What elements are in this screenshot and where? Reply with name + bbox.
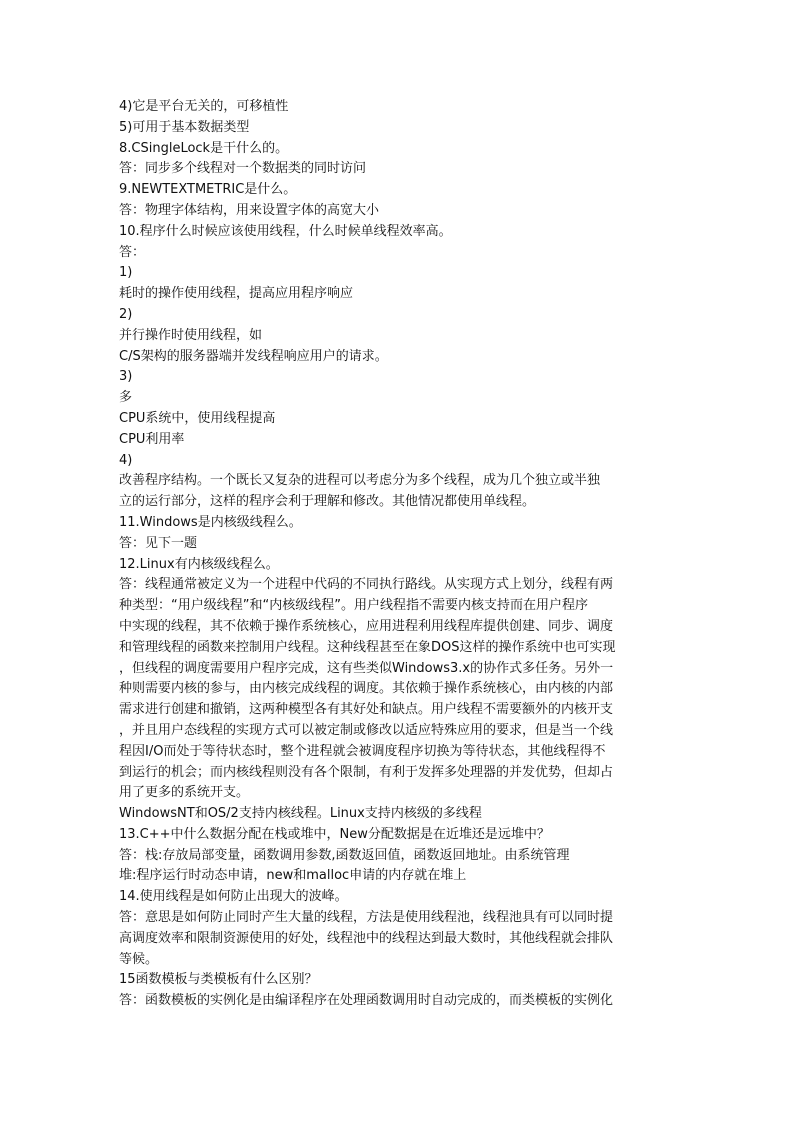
text-line: 种类型：“用户级线程”和“内核级线程”。用户线程指不需要内核支持而在用户程序 <box>119 598 588 614</box>
text-line: C/S架构的服务器端并发线程响应用户的请求。 <box>119 348 388 364</box>
text-line: 种则需要内核的参与，由内核完成线程的调度。其依赖于操作系统核心，由内核的内部 <box>119 681 614 697</box>
text-line: 4) <box>119 452 133 468</box>
text-line: 8.CSingleLock是干什么的。 <box>119 140 289 156</box>
text-line: 等候。 <box>119 951 159 967</box>
text-line: ，但线程的调度需要用户程序完成，这有些类似Windows3.x的协作式多任务。另外一 <box>119 660 614 676</box>
text-line: 耗时的操作使用线程，提高应用程序响应 <box>119 286 354 302</box>
text-line: CPU利用率 <box>119 431 185 447</box>
text-line: CPU系统中，使用线程提高 <box>119 410 276 426</box>
text-line: 5)可用于基本数据类型 <box>119 119 250 135</box>
text-line: 答：栈:存放局部变量，函数调用参数,函数返回值，函数返回地址。由系统管理 <box>119 847 570 863</box>
text-line: 并行操作时使用线程，如 <box>119 327 263 343</box>
text-line: 答：意思是如何防止同时产生大量的线程，方法是使用线程池，线程池具有可以同时提 <box>119 910 614 926</box>
text-line: 11.Windows是内核级线程么。 <box>119 514 302 530</box>
text-line: 需求进行创建和撤销，这两种模型各有其好处和缺点。用户线程不需要额外的内核开支 <box>119 702 614 718</box>
text-line: 15函数模板与类模板有什么区别？ <box>119 972 318 988</box>
text-line: 答：见下一题 <box>119 535 198 551</box>
text-line: WindowsNT和OS/2支持内核线程。Linux支持内核级的多线程 <box>119 806 482 822</box>
text-line: 14.使用线程是如何防止出现大的波峰。 <box>119 889 348 905</box>
text-line: 程因I/O而处于等待状态时，整个进程就会被调度程序切换为等待状态，其他线程得不 <box>119 743 606 759</box>
text-line: 10.程序什么时候应该使用线程，什么时候单线程效率高。 <box>119 223 452 239</box>
text-line: ，并且用户态线程的实现方式可以被定制或修改以适应特殊应用的要求，但是当一个线 <box>119 722 614 738</box>
text-line: 9.NEWTEXTMETRIC是什么。 <box>119 182 297 198</box>
text-line: 和管理线程的函数来控制用户线程。这种线程甚至在象DOS这样的操作系统中也可实现 <box>119 639 616 655</box>
text-line: 12.Linux有内核级线程么。 <box>119 556 279 572</box>
text-line: 答：线程通常被定义为一个进程中代码的不同执行路线。从实现方式上划分，线程有两 <box>119 577 614 593</box>
text-line: 4)它是平台无关的，可移植性 <box>119 99 289 114</box>
text-line: 答：同步多个线程对一个数据类的同时访问 <box>119 161 367 177</box>
text-line: 13.C++中什么数据分配在栈或堆中，New分配数据是在近堆还是远堆中？ <box>119 826 550 842</box>
text-line: 2) <box>119 306 133 322</box>
text-line: 多 <box>119 390 133 406</box>
text-line: 高调度效率和限制资源使用的好处，线程池中的线程达到最大数时，其他线程就会排队 <box>119 930 614 946</box>
text-line: 立的运行部分，这样的程序会利于理解和修改。其他情况都使用单线程。 <box>119 494 536 510</box>
text-line: 改善程序结构。一个既长又复杂的进程可以考虑分为多个线程，成为几个独立或半独 <box>119 473 601 489</box>
text-line: 3) <box>119 369 133 385</box>
text-line: 堆:程序运行时动态申请，new和malloc申请的内存就在堆上 <box>119 868 467 884</box>
text-line: 答：函数模板的实例化是由编译程序在处理函数调用时自动完成的，而类模板的实例化 <box>119 993 614 1009</box>
text-line: 答：物理字体结构，用来设置字体的高宽大小 <box>119 202 380 218</box>
text-line: 用了更多的系统开支。 <box>119 785 250 801</box>
document-body <box>119 97 659 1012</box>
text-line: 答： <box>119 244 146 260</box>
text-line: 到运行的机会；而内核线程则没有各个限制，有利于发挥多处理器的并发优势，但却占 <box>119 764 614 780</box>
text-line: 中实现的线程，其不依赖于操作系统核心，应用进程利用线程库提供创建、同步、调度 <box>119 618 614 634</box>
text-line: 1) <box>119 265 133 281</box>
